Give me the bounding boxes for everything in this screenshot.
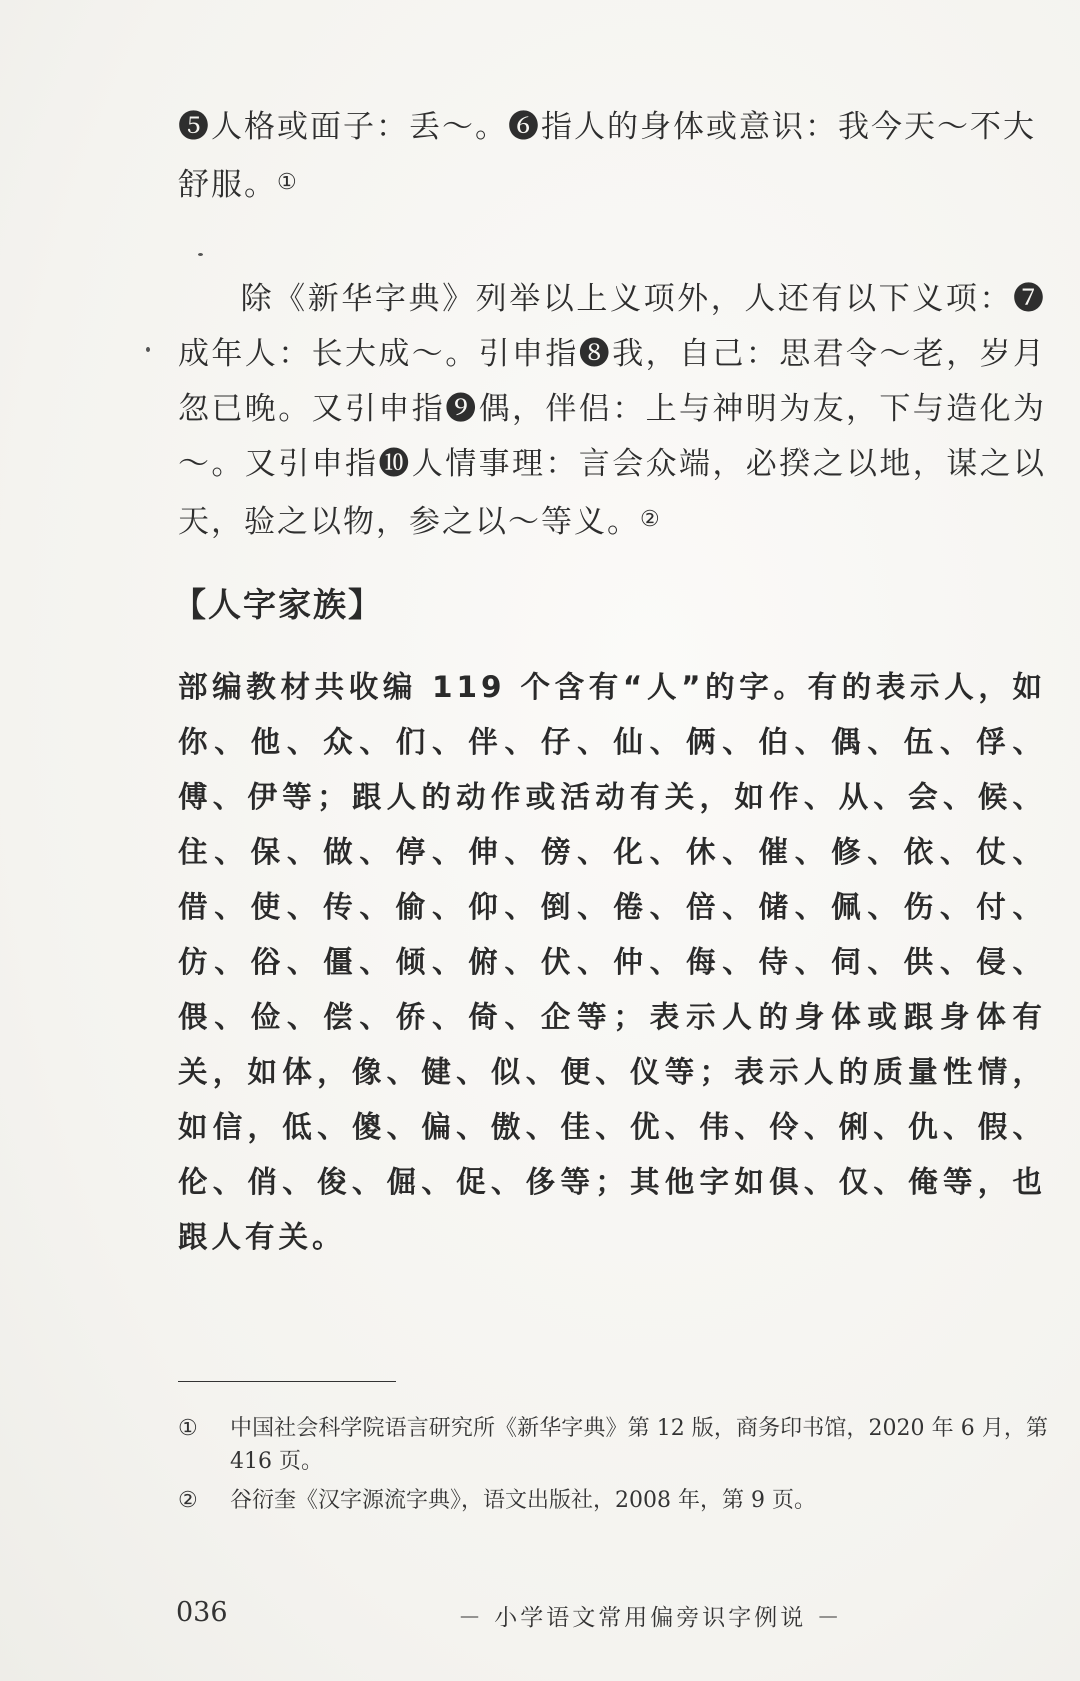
footnote-text: 谷衍奎《汉字源流字典》，语文出版社，2008 年，第 9 页。 bbox=[230, 1488, 816, 1513]
footnote-ref-1: ① bbox=[277, 170, 297, 195]
footnote-ref-2: ② bbox=[640, 507, 660, 532]
footnote-marker: ② bbox=[178, 1488, 198, 1513]
extra-senses-text: 除《新华字典》列举以上义项外，人还有以下义项：❼成年人：长大成～。引申指❽我，自己：思君令～老，岁月忽已晚。又引申指❾偶，伴侣：上与神明为友，下与造化为～。又引申指❿人情事理：言会众端，必揆之以地，谋之以天，验之以物，参之以～等义。 bbox=[178, 281, 1046, 540]
sense-line-1: ❺人格或面子：丢～。❻指人的身体或意识：我今天～不大 bbox=[178, 109, 1036, 145]
page-number: 036 bbox=[176, 1597, 228, 1628]
footnote-text: 中国社会科学院语言研究所《新华字典》第 12 版，商务印书馆，2020 年 6 月，第 416 页。 bbox=[230, 1416, 1048, 1474]
ink-speck bbox=[146, 347, 150, 352]
footnote-marker: ① bbox=[178, 1416, 198, 1441]
section-heading: 【人字家族】 bbox=[173, 585, 383, 624]
footnote-1 bbox=[178, 1412, 1048, 1478]
sense-continuation-paragraph bbox=[178, 100, 1046, 213]
character-family-paragraph bbox=[178, 660, 1046, 1265]
running-title: － 小学语文常用偏旁识字例说 － bbox=[458, 1605, 843, 1631]
footnotes bbox=[178, 1412, 1048, 1523]
character-family-text: 部编教材共收编 119 个含有“人”的字。有的表示人，如你、他、众、们、伴、仔、仙、俩、伯、偶、伍、俘、傅、伊等；跟人的动作或活动有关，如作、从、会、候、住、保、做、停、伸、傍、化、休、催、修、依、仗、借、使、传、偷、仰、倒、倦、倍、储、佩、伤、付、仿、俗、僵、倾、俯、伏、仲、侮、侍、伺、供、侵、偎、俭、偿、侨、倚、企等；表示人的身体或跟身体有关，如体，像、健、似、便、仪等；表示人的质量性情，如信，低、傻、偏、傲、佳、优、伟、伶、俐、仇、假、伦、俏、俊、倔、促、侈等；其他字如俱、仅、俺等，也跟人有关。 bbox=[178, 670, 1046, 1254]
ink-speck bbox=[198, 253, 203, 256]
footnote-2 bbox=[178, 1484, 1048, 1517]
extra-senses-paragraph bbox=[178, 272, 1046, 550]
footnote-divider bbox=[178, 1381, 396, 1382]
sense-line-2: 舒服。 bbox=[178, 167, 277, 203]
